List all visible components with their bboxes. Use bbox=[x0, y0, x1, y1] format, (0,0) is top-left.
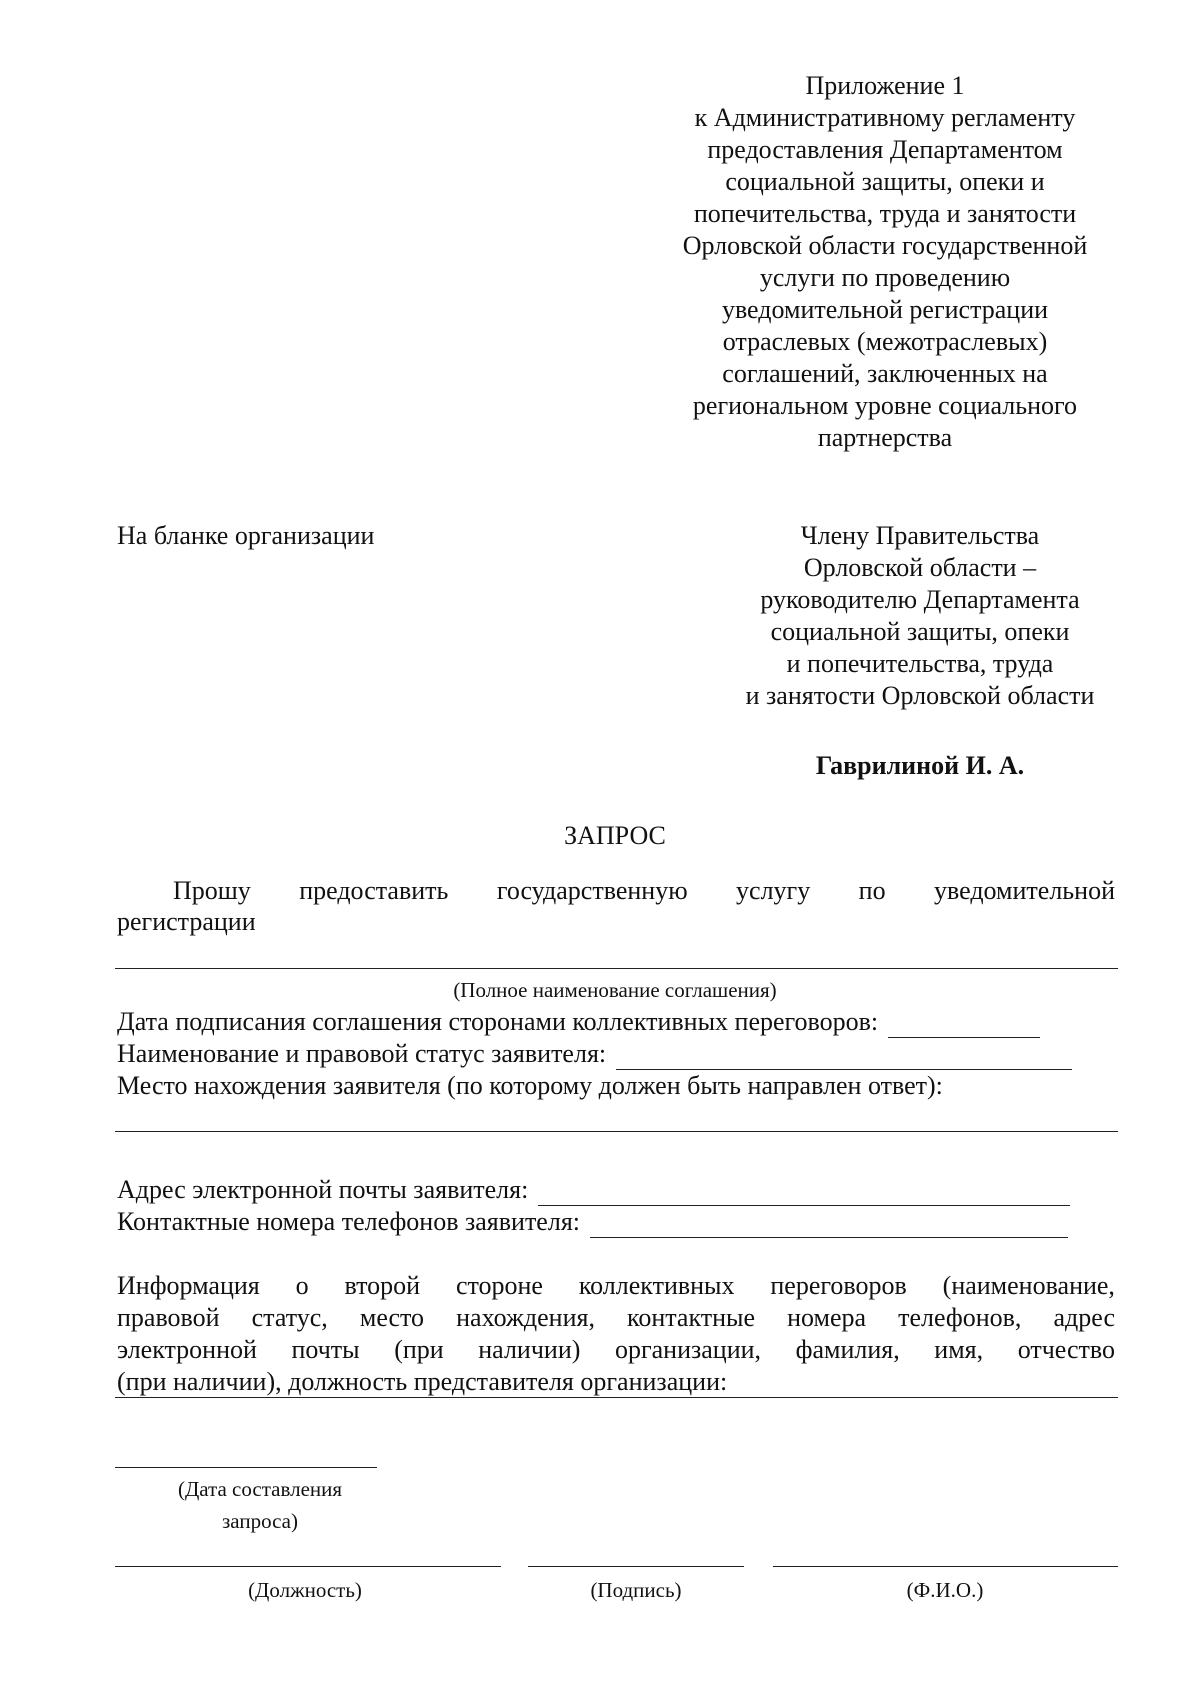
appendix-line: услуги по проведению bbox=[759, 263, 1011, 292]
signature-field[interactable] bbox=[528, 1566, 744, 1567]
info-word: второй bbox=[344, 1271, 421, 1300]
request-word: государственную bbox=[496, 876, 688, 905]
signing-date-label: Дата подписания соглашения сторонами коллективных переговоров: bbox=[117, 1007, 879, 1036]
info-field-line[interactable] bbox=[115, 1397, 1118, 1398]
addressee-line: руководителю Департамента bbox=[760, 585, 1080, 614]
request-word: Прошу bbox=[173, 876, 251, 905]
info-word: почты bbox=[291, 1335, 360, 1364]
info-paragraph bbox=[117, 1270, 1115, 1398]
info-word: статус, bbox=[251, 1303, 328, 1332]
request-line bbox=[117, 875, 1115, 907]
appendix-line: региональном уровне социального bbox=[692, 391, 1078, 420]
info-word: телефонов, bbox=[898, 1303, 1022, 1332]
signing-date-row bbox=[117, 1006, 1040, 1038]
request-word: по bbox=[858, 876, 886, 905]
info-word: фамилия, bbox=[795, 1335, 900, 1364]
email-field[interactable] bbox=[538, 1181, 1070, 1206]
applicant-name-field[interactable] bbox=[616, 1045, 1072, 1070]
info-word: контактные bbox=[627, 1303, 756, 1332]
info-word: (при bbox=[394, 1335, 444, 1364]
position-caption: (Должность) bbox=[248, 1578, 362, 1602]
appendix-line: уведомительной регистрации bbox=[721, 295, 1049, 324]
org-blank-note: На бланке организации bbox=[117, 521, 375, 550]
signing-date-field[interactable] bbox=[888, 1013, 1040, 1038]
request-date-caption-1: (Дата составления bbox=[177, 1477, 343, 1501]
appendix-line: предоставления Департаментом bbox=[707, 135, 1063, 164]
applicant-location-row bbox=[117, 1070, 943, 1102]
info-word: правовой bbox=[117, 1303, 220, 1332]
info-word: адрес bbox=[1053, 1303, 1115, 1332]
info-word: имя, bbox=[934, 1335, 984, 1364]
info-line bbox=[117, 1302, 1115, 1334]
info-word: (наименование, bbox=[942, 1271, 1115, 1300]
applicant-location-field[interactable] bbox=[115, 1131, 1118, 1132]
request-word: услугу bbox=[736, 876, 811, 905]
info-word: о bbox=[295, 1271, 309, 1300]
info-word: переговоров bbox=[770, 1271, 907, 1300]
info-word: номера bbox=[787, 1303, 867, 1332]
request-date-caption-2: запроса) bbox=[222, 1509, 298, 1533]
info-word: стороне bbox=[455, 1271, 543, 1300]
request-line-2: регистрации bbox=[117, 907, 256, 936]
addressee-line: социальной защиты, опеки bbox=[770, 617, 1070, 646]
email-label: Адрес электронной почты заявителя: bbox=[117, 1175, 529, 1204]
phones-label: Контактные номера телефонов заявителя: bbox=[117, 1207, 580, 1236]
appendix-header bbox=[650, 70, 1120, 454]
info-line bbox=[117, 1334, 1115, 1366]
applicant-name-row bbox=[117, 1038, 1072, 1070]
appendix-line: попечительства, труда и занятости bbox=[693, 199, 1077, 228]
addressee-line: и занятости Орловской области bbox=[745, 681, 1095, 710]
phones-row bbox=[117, 1206, 1068, 1238]
info-last-line: (при наличии), должность представителя организации: bbox=[117, 1367, 728, 1396]
agreement-name-line[interactable] bbox=[115, 968, 1118, 969]
addressee-block bbox=[720, 520, 1120, 712]
info-word: Информация bbox=[117, 1271, 260, 1300]
appendix-line: социальной защиты, опеки и bbox=[725, 167, 1045, 196]
position-field[interactable] bbox=[115, 1566, 501, 1567]
info-word: нахождения, bbox=[456, 1303, 595, 1332]
info-word: коллективных bbox=[578, 1271, 735, 1300]
appendix-line: Орловской области государственной bbox=[682, 231, 1088, 260]
info-word: организации, bbox=[614, 1335, 762, 1364]
appendix-line: отраслевых (межотраслевых) bbox=[722, 327, 1048, 356]
info-word: наличии) bbox=[478, 1335, 581, 1364]
info-line bbox=[117, 1270, 1115, 1302]
phones-field[interactable] bbox=[590, 1213, 1068, 1238]
appendix-line: Приложение 1 bbox=[805, 71, 965, 100]
document-title: ЗАПРОС bbox=[564, 821, 666, 850]
info-word: электронной bbox=[117, 1335, 257, 1364]
fio-field[interactable] bbox=[773, 1566, 1118, 1567]
email-row bbox=[117, 1174, 1070, 1206]
addressee-name: Гаврилиной И. А. bbox=[815, 751, 1025, 780]
applicant-location-label: Место нахождения заявителя (по которому должен быть направлен ответ): bbox=[117, 1071, 943, 1100]
applicant-name-label: Наименование и правовой статус заявителя: bbox=[117, 1039, 607, 1068]
agreement-caption: (Полное наименование соглашения) bbox=[453, 978, 777, 1002]
appendix-line: к Административному регламенту bbox=[694, 103, 1076, 132]
fio-caption: (Ф.И.О.) bbox=[906, 1578, 984, 1602]
addressee-line: Орловской области – bbox=[803, 553, 1037, 582]
appendix-line: партнерства bbox=[817, 423, 953, 452]
addressee-line: Члену Правительства bbox=[800, 521, 1040, 550]
appendix-line: соглашений, заключенных на bbox=[722, 359, 1048, 388]
info-word: отчество bbox=[1017, 1335, 1115, 1364]
info-word: место bbox=[359, 1303, 425, 1332]
signature-caption: (Подпись) bbox=[590, 1578, 682, 1602]
request-date-field[interactable] bbox=[115, 1467, 377, 1468]
addressee-line: и попечительства, труда bbox=[786, 649, 1054, 678]
request-word: уведомительной bbox=[934, 876, 1115, 905]
request-word: предоставить bbox=[299, 876, 449, 905]
